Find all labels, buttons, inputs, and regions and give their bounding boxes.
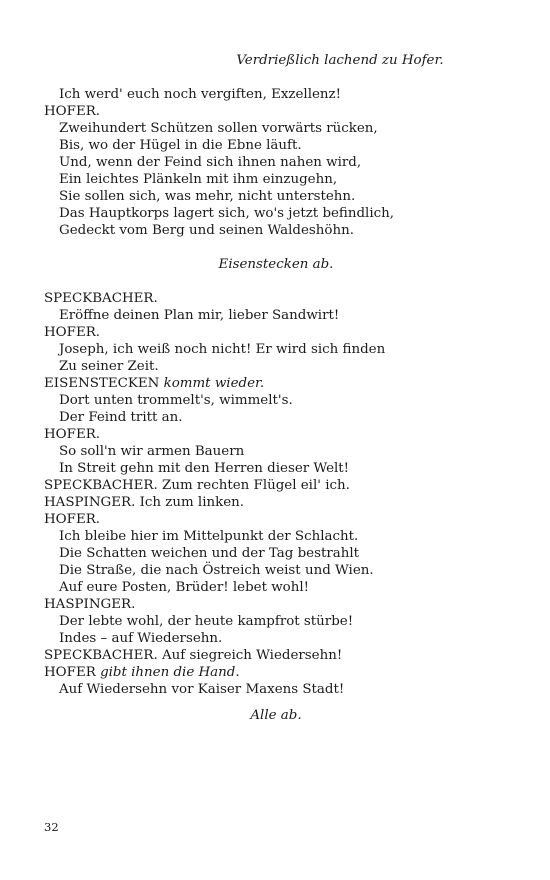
verse-line: Zu seiner Zeit. — [59, 359, 159, 374]
verse-line: Das Hauptkorps lagert sich, wo's jetzt befindlich, — [59, 206, 395, 221]
stage-direction — [0, 52, 550, 69]
verse-line: Sie sollen sich, was mehr, nicht unterstehn. — [59, 189, 356, 204]
speaker-line — [44, 477, 350, 494]
verse-line: Die Straße, die nach Östreich weist und Wien. — [59, 563, 374, 578]
verse-line: Der lebte wohl, der heute kampfrot stürbe! — [59, 614, 354, 629]
page-number: 32 — [44, 820, 59, 834]
speaker-name: HASPINGER. — [44, 597, 136, 612]
verse-line: Indes – auf Wiedersehn. — [59, 631, 223, 646]
stage-direction — [0, 707, 550, 724]
verse-line: Auf Wiedersehn vor Kaiser Maxens Stadt! — [59, 682, 345, 697]
speaker-name: HOFER — [44, 665, 96, 680]
speaker-name: HOFER. — [44, 104, 101, 119]
speaker-name: HOFER. — [44, 512, 101, 527]
stage-direction-text: Eisenstecken ab. — [218, 257, 334, 272]
speaker-line — [44, 511, 100, 528]
speaker-line — [44, 596, 135, 613]
inline-stage-direction: kommt wieder. — [159, 376, 265, 391]
inline-stage-direction: gibt ihnen die Hand. — [95, 665, 240, 680]
speaker-name: HOFER. — [44, 427, 101, 442]
verse-line: Gedeckt vom Berg und seinen Waldeshöhn. — [59, 223, 354, 238]
speaker-name: HOFER. — [44, 325, 101, 340]
verse-line: Ich werd' euch noch vergiften, Exzellenz! — [59, 87, 341, 102]
verse-line: Die Schatten weichen und der Tag bestrahlt — [59, 546, 360, 561]
speaker-line — [44, 375, 264, 392]
speaker-line — [44, 494, 244, 511]
speaker-name: SPECKBACHER. Auf siegreich Wiedersehn! — [44, 648, 343, 663]
verse-line: Auf eure Posten, Brüder! lebet wohl! — [59, 580, 310, 595]
verse-line: Zweihundert Schützen sollen vorwärts rücken, — [59, 121, 378, 136]
verse-line: Joseph, ich weiß noch nicht! Er wird sich finden — [59, 342, 386, 357]
speaker-name: HASPINGER. Ich zum linken. — [44, 495, 245, 510]
verse-line: Eröffne deinen Plan mir, lieber Sandwirt! — [59, 308, 340, 323]
verse-line: Der Feind tritt an. — [59, 410, 183, 425]
speaker-line — [44, 324, 100, 341]
verse-line: Und, wenn der Feind sich ihnen nahen wird, — [59, 155, 362, 170]
stage-direction-text: Alle ab. — [250, 708, 302, 723]
speaker-name: EISENSTECKEN — [44, 376, 160, 391]
speaker-line — [44, 290, 158, 307]
verse-line: So soll'n wir armen Bauern — [59, 444, 245, 459]
verse-line: Dort unten trommelt's, wimmelt's. — [59, 393, 293, 408]
speaker-line — [44, 647, 342, 664]
verse-line: Bis, wo der Hügel in die Ebne läuft. — [59, 138, 302, 153]
verse-line: Ein leichtes Plänkeln mit ihm einzugehn, — [59, 172, 338, 187]
speaker-line — [44, 426, 100, 443]
verse-line: Ich bleibe hier im Mittelpunkt der Schlacht. — [59, 529, 359, 544]
speaker-name: SPECKBACHER. Zum rechten Flügel eil' ich. — [44, 478, 350, 493]
speaker-line — [44, 664, 240, 681]
speaker-name: SPECKBACHER. — [44, 291, 158, 306]
verse-line: In Streit gehn mit den Herren dieser Welt! — [59, 461, 350, 476]
stage-direction-text: Verdrießlich lachend zu Hofer. — [236, 53, 444, 68]
stage-direction — [0, 256, 550, 273]
speaker-line — [44, 103, 100, 120]
